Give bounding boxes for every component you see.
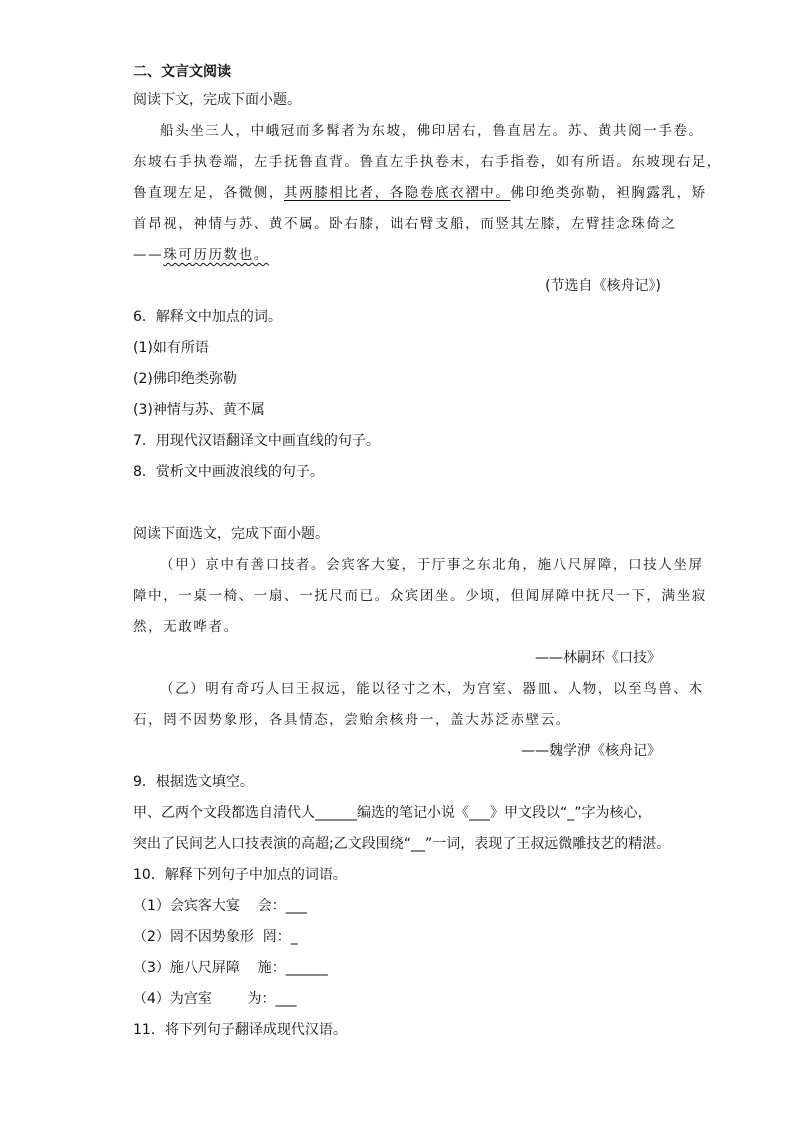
source-citation: (节选自《核舟记》)	[545, 278, 661, 294]
question-7: 7．用现代汉语翻译文中画直线的句子。	[133, 433, 380, 449]
question-6-3: (3)神情与苏、黄不属	[133, 402, 265, 418]
question-11: 11．将下列句子翻译成现代汉语。	[133, 1022, 347, 1038]
question-10-3: （3）施八尺屏障 施：______	[133, 960, 328, 976]
passage-jia-line: 障中，一桌一椅、一扇、一抚尺而已。众宾团坐。少顷，但闻屏障中抚尺一下，满坐寂	[133, 588, 707, 604]
passage-text: 鲁直现左足，各微侧，	[133, 185, 284, 201]
question-9: 9．根据选文填空。	[133, 774, 254, 790]
straight-underlined-sentence: 其两膝相比者，各隐卷底衣褶中。	[284, 185, 511, 201]
question-8: 8．赏析文中画波浪线的句子。	[133, 464, 324, 480]
passage-line: 首昂视，神情与苏、黄不属。卧右膝，诎右臂支船，而竖其左膝，左臂挂念珠倚之	[133, 216, 677, 232]
question-6-1: (1)如有所语	[133, 340, 209, 356]
source-yi: ——魏学洢《核舟记》	[521, 743, 661, 759]
wavy-underlined-sentence: 珠可历历数也。	[163, 247, 269, 263]
question-10-4: （4）为宫室 为：___	[133, 991, 297, 1007]
question-9-line: 甲、乙两个文段都选自清代人______编选的笔记小说《___》甲文段以“_”字为核心，	[133, 805, 652, 821]
passage-text: 佛印绝类弥勒，袒胸露乳，矫	[510, 185, 707, 201]
question-10-1: （1）会宾客大宴 会：___	[133, 898, 307, 914]
dash: ——	[133, 247, 164, 263]
instruction-1: 阅读下文，完成下面小题。	[133, 92, 301, 108]
passage-yi-line: 石，罔不因势象形，各具情态，尝贻余核舟一，盖大苏泛赤壁云。	[133, 712, 571, 728]
question-6: 6．解释文中加点的词。	[133, 309, 282, 325]
passage-line: 东坡右手执卷端，左手抚鲁直背。鲁直左手执卷末，右手指卷，如有所语。东坡现右足，	[133, 154, 722, 170]
section-title: 二、文言文阅读	[133, 64, 231, 80]
question-10: 10．解释下列句子中加点的词语。	[133, 867, 347, 883]
instruction-2: 阅读下面选文，完成下面小题。	[133, 526, 329, 542]
passage-jia-line: 然，无敢哗者。	[133, 619, 239, 635]
question-9-line: 突出了民间艺人口技表演的高超;乙文段围绕“__”一词，表现了王叔远微雕技艺的精湛。	[133, 836, 671, 852]
passage-line	[133, 183, 707, 203]
question-10-2: （2）罔不因势象形 罔：_	[133, 929, 298, 945]
question-6-2: (2)佛印绝类弥勒	[133, 371, 237, 387]
passage-yi-line: （乙）明有奇巧人曰王叔远，能以径寸之木，为宫室、器皿、人物，以至鸟兽、木	[160, 681, 704, 697]
source-jia: ——林嗣环《口技》	[535, 650, 661, 666]
passage-line	[133, 245, 269, 265]
passage-line: 船头坐三人，中峨冠而多髯者为东坡，佛印居右，鲁直居左。苏、黄共阅一手卷。	[160, 123, 704, 139]
passage-jia-line: （甲）京中有善口技者。会宾客大宴，于厅事之东北角，施八尺屏障，口技人坐屏	[160, 557, 704, 573]
